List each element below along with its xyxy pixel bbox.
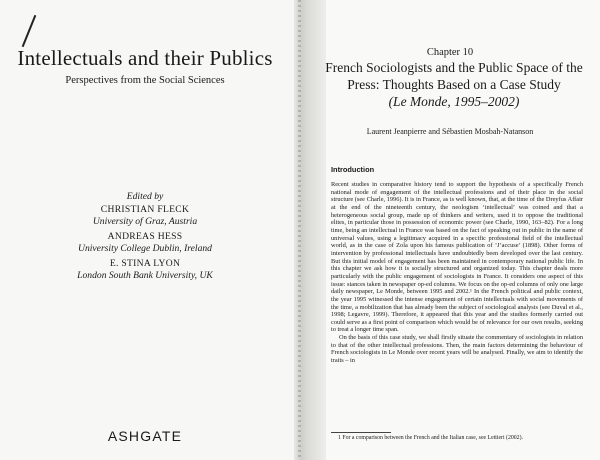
section-heading: Introduction bbox=[331, 165, 375, 174]
editor-name: ANDREAS HESS bbox=[107, 230, 183, 242]
book-title: Intellectuals and their Publics bbox=[17, 46, 273, 70]
paragraph: Recent studies in comparative history tend to support the hypothesis of a specifically French national mode of engagement of the intellectual professions and of their place in the social structure (see Charle, 1996). It is in France, as is well known, that, at the time of the Dreyfus Affair at the end of the nineteenth century, the neologism ‘intellectual’ was coined and that a heterogeneous social group, made up of thinkers and writers, used it to oppose the traditional elites, in particular those in possession of economic power (see Charle, 1990, 163–82). For a long time, being an intellectual in France was based on the fact of speaking out in public in the name of universal values, using a legitimacy acquired in a specific professional field of the intellectual world, as in the case of Zola upon his famous publication of ‘J’accuse’ (1898). Other forms of intervention by professional intellectuals have undoubtedly been developed over the last century. But this initial model of engagement has been maintained in contemporary national public life. In this chapter we ask how it is socially structured and organized today. This chapter deals more particularly with the public engagement of sociologists in France. It considers one aspect of this issue: stances taken in newspaper op-ed columns. We focus on the op-ed columns of only one large daily newspaper, Le Monde, between 1995 and 2002.¹ In the French political and public context, the year 1995 witnessed the intense engagement of certain intellectuals with social movements of the time, a mobilization that has already been the subject of sociological analysis (see Duval et al., 1998; Legavre, 1999). Therefore, it appeared that this year and the studies formerly carried out could serve as a first point of comparison which would be of relevance for our own results, seeking to treat a longer time span. bbox=[331, 181, 583, 334]
book-subtitle: Perspectives from the Social Sciences bbox=[65, 75, 225, 86]
chapter-title-italic: (Le Monde, 1995–2002) bbox=[388, 94, 520, 109]
body-text bbox=[331, 181, 583, 365]
scan-edge bbox=[298, 0, 301, 460]
chapter-label: Chapter 10 bbox=[426, 47, 474, 58]
chapter-title bbox=[316, 59, 592, 110]
editor-name: CHRISTIAN FLECK bbox=[100, 203, 190, 215]
chapter-title-main: French Sociologists and the Public Space of the Press: Thoughts Based on a Case Study bbox=[325, 60, 583, 92]
editors-block bbox=[0, 191, 290, 285]
publisher-name: ASHGATE bbox=[107, 428, 183, 444]
editor-affiliation: University of Graz, Austria bbox=[92, 216, 198, 227]
editor-affiliation: London South Bank University, UK bbox=[77, 270, 213, 281]
chapter-authors: Laurent Jeanpierre and Sébastien Mosbah-Natanson bbox=[366, 127, 534, 136]
editor-affiliation: University College Dublin, Ireland bbox=[78, 243, 212, 254]
edited-by-label: Edited by bbox=[126, 191, 164, 202]
footnote-rule bbox=[331, 432, 391, 433]
footnote: 1 For a comparison between the French and the Italian case, see Lettieri (2002). bbox=[338, 435, 523, 441]
paragraph: On the basis of this case study, we shall firstly situate the commentary of sociologists in relation to that of the other intellectual professions. Then, the main factors determining the behaviour of French sociologists in Le Monde over recent years will be analysed. Finally, we aim to identify the traits – in bbox=[331, 334, 583, 365]
editor-name: E. STINA LYON bbox=[109, 257, 181, 269]
pen-mark bbox=[22, 15, 37, 47]
